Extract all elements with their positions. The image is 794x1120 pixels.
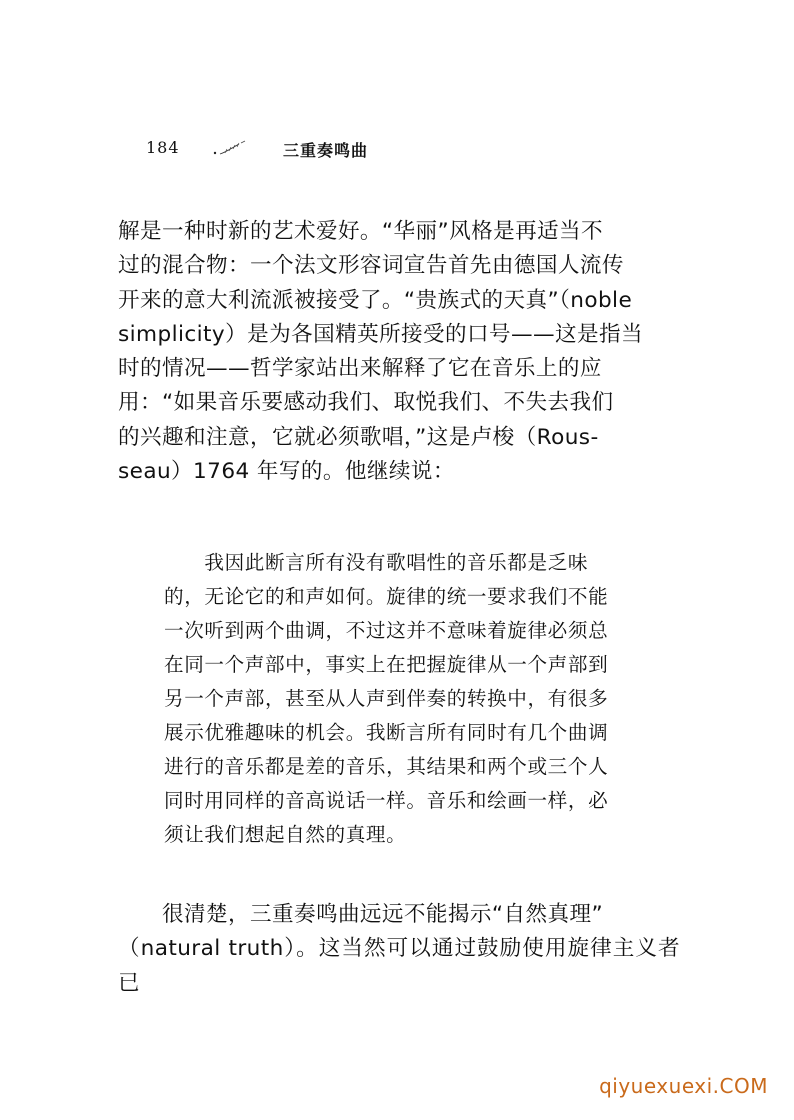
- body-paragraph-continued: 很清楚，三重奏鸣曲远远不能揭示“自然真理” （natural truth）。这当然可以通过鼓励使用旋律主义者已: [118, 902, 680, 996]
- block-quote: 我因此断言所有没有歌唱性的音乐都是乏味 的，无论它的和声如何。旋律的统一要求我们不能 一次听到两个曲调，不过这并不意味着旋律必须总 在同一个声部中，事实上在把握旋律从一个声部到 另一个声部，甚至从人声到伴奏的转换中，有很多 展示优雅趣味的机会。我断言所有同时有几个曲调 进行的音乐都是差的音乐，其结果和两个或三个人 同时用同样的音高说话一样。音乐和绘画一样，必 须让我们想起自然的真理。: [164, 551, 609, 846]
- page-header: [146, 138, 446, 162]
- page-number: 184: [146, 138, 180, 157]
- feather-ornament-icon: [212, 140, 248, 156]
- body-paragraph: 解是一种时新的艺术爱好。“华丽”风格是再适当不 过的混合物：一个法文形容词宣告首先由德国人流传 开来的意大利流派被接受了。“贵族式的天真”（noble simplicity）是为各国精英所接受的口号——这是指当 时的情况——哲学家站出来解释了它在音乐上的应 用：“如果音乐要感动我们、取悦我们、不失去我们 的兴趣和注意，它就必须歌唱，”这是卢梭（Rous- seau）1764 年写的。他继续说：: [118, 219, 643, 485]
- running-title: 三重奏鸣曲: [283, 141, 369, 160]
- site-watermark: qiyuexuexi.COM: [599, 1074, 768, 1098]
